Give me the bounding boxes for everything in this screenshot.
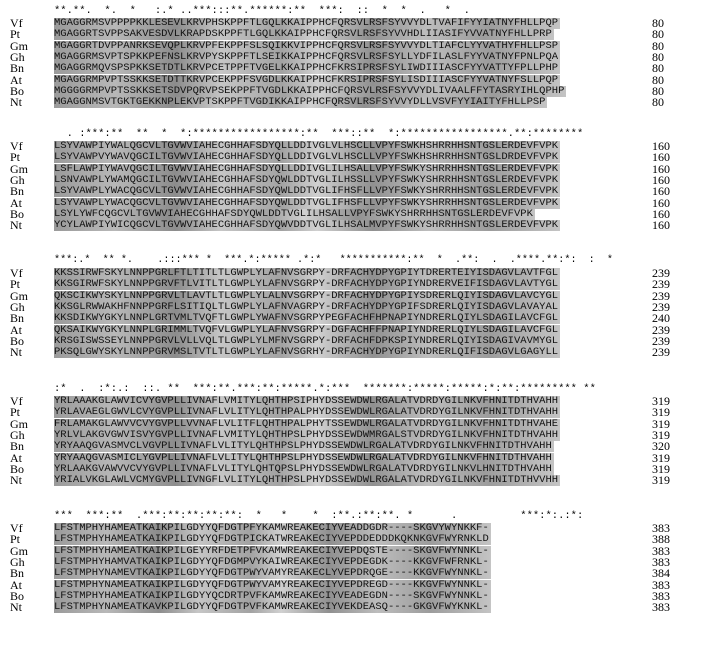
alignment-row (0, 29, 710, 40)
residue-position: 319 (652, 427, 670, 442)
species-label: Gh (10, 299, 25, 314)
species-label: Bn (10, 566, 25, 581)
sequence-text: MGAGGRMSVPTSPKKPEFNSLKRVPYSKPPFTLSEIKKAIPPHCFQRSVLRSFSYLLYDFILASLFYYVATNYFPNLPQA (54, 51, 559, 63)
species-label: Gh (10, 172, 25, 187)
residue-position: 384 (652, 566, 670, 581)
species-label: Vf (10, 521, 23, 535)
alignment-row (0, 333, 710, 348)
alignment-row (0, 172, 710, 187)
sequence-text: LSYLYWFCQGCVLTGVWVIAHECGHHAFSDYQWLDDTVGLILHSALLVPYFSWKYSHRRHHSNTGSLERDEVFVPK (54, 208, 533, 220)
residue-position: 160 (652, 161, 670, 176)
conservation-line: **.**. *. * :.* ..***:::**.******:** ***: :: * * . * . (54, 5, 470, 17)
residue-position: 319 (652, 461, 670, 476)
species-label: Bn (10, 61, 25, 76)
alignment-row (0, 83, 710, 98)
residue-position: 319 (652, 394, 670, 408)
species-label: Gh (10, 554, 25, 569)
species-label: Bn (10, 311, 25, 326)
species-label: Bo (10, 588, 25, 603)
sequence-text: YRYAAQGVASMVCLVGVPLLIVNAFLVLITYLQHTHPSLPHYDSSEWDWLRGALATVDRDYGILNKVFHNITDTHVAHH (54, 441, 552, 453)
sequence-text: LSFLAWPIYWAVQGCILTGVWVIAHECGHHAFSDYQLLDDIVGLILHSALLVPYFSWKYSHRRHHSNTGSLERDEVFVPK (54, 163, 559, 175)
alignment-row (0, 18, 710, 29)
sequence-text: MGAGGRTDVPPANRKSEVQPLKRVPFEKPPFSLSQIKKVIPPHCFQRSVLRSFSYVVYDLTIAFCLYYVATHYFHLLPSP (54, 40, 559, 52)
alignment-row (0, 534, 710, 545)
conservation-line: :* . :*:.: ::. ** ***:**.***:**:*****.*:*** *******:*****:*****:*:**:********* ** (54, 383, 596, 395)
alignment-row (0, 279, 710, 290)
species-label: Nt (10, 473, 22, 488)
alignment-row (0, 602, 710, 613)
residue-position: 239 (652, 266, 670, 280)
residue-position: 383 (652, 543, 670, 558)
species-label: Nt (10, 345, 22, 360)
alignment-row (0, 461, 710, 476)
species-label: At (10, 577, 22, 592)
residue-position: 239 (652, 277, 670, 292)
alignment-row (0, 206, 710, 221)
alignment-row (0, 141, 710, 152)
species-label: Vf (10, 394, 23, 408)
residue-position: 383 (652, 588, 670, 603)
alignment-row (0, 543, 710, 558)
alignment-row (0, 577, 710, 592)
species-label: Bo (10, 461, 25, 476)
sequence-text: LFSTMPHYNAMEATKAVKPILGDYYQFDGTPVFKAMWREAKECIYVEKDEASQ----GKGVFWYKNKL- (54, 602, 489, 614)
alignment-row (0, 347, 710, 358)
alignment-row (0, 427, 710, 442)
residue-position: 319 (652, 405, 670, 420)
sequence-text: LFSTMPHYHAMEATKAIKPILGEYYRFDETPFVKAMWREAKECIYVEPDQSTE----SKGVFWYNNKL- (54, 545, 489, 557)
alignment-row (0, 523, 710, 534)
species-label: Bo (10, 333, 25, 348)
sequence-text: KRSGISWSSEYLNNPPGRVLVLLVQLTLGWPLYLMFNVSGRPY-DRFACHFDPKSPIYNDRERLQIYISDAGIVAVMYGL (54, 335, 559, 347)
residue-position: 239 (652, 345, 670, 360)
species-label: Vf (10, 139, 23, 153)
alignment-row (0, 299, 710, 314)
alignment-row (0, 152, 710, 163)
sequence-text: KKSDIKWYGKYLNNPLGRTVMLTVQFTLGWPLYWAFNVSGRPYPEGFACHFHPNAPIYNDRERLQIYLSDAGILAVCFGL (54, 313, 559, 325)
sequence-text: LFSTMPHYNAMEVTKAIKPILGDYYQFDGTPWYVAMYREAKECLYVEPDRQGE----KKGVFWYNNKL- (54, 568, 489, 580)
residue-position: 319 (652, 473, 670, 488)
residue-position: 80 (652, 27, 664, 42)
sequence-text: LFSTMPHYHAMEATKAIKPILGDYYQFDGTPICKATWREAKECIYVEPDDEDDDKQKNKGVFWYRNKLD (54, 534, 489, 546)
species-label: Gm (10, 288, 28, 303)
species-label: At (10, 195, 22, 210)
residue-position: 160 (652, 139, 670, 153)
residue-position: 80 (652, 49, 664, 64)
alignment-row (0, 38, 710, 53)
sequence-text: KKSGIRWFSKYLNNPPGRVFTLVITLTLGWPLYLAFNVSGRPY-DRFACHYDPYGPIYNDRERVEIFISDAGVLAVTYGL (54, 279, 559, 291)
alignment-row (0, 161, 710, 176)
residue-position: 383 (652, 554, 670, 569)
sequence-text: LFSTMPHYHAMVATKAIKPILGDYYQFDGMPVYKAIWREAKECIYVEPDEGDK----KKGVFWFRNKL- (54, 556, 489, 568)
species-label: Bn (10, 184, 25, 199)
alignment-row (0, 288, 710, 303)
sequence-text: LFSTMPHYHAMEATKAIKPILGDYYQFDGTPFYKAMWREAKECIYVEADDGDR----SKGVYWYNKKF- (54, 523, 489, 534)
sequence-text: YRLAAKGVAWVVCVYGVPLLIVNAFLVLITYLQHTQPSLPHYDSSEWDWLRGALATVDRDYGILNKVLHNITDTHVAHH (54, 463, 552, 475)
residue-position: 160 (652, 172, 670, 187)
residue-position: 383 (652, 600, 670, 615)
sequence-text: LSYVAWPIYWALQGCVLTGVWVIAHECGHHAFSDYQLLDDIVGLVLHSCLLVPYFSWKHSHRRHHSNTGSLERDEVFVPK (54, 141, 559, 152)
sequence-text: KKSSIRWFSKYLNNPPGRLFTLTITLTLGWPLYLAFNVSGRPY-DRFACHYDPYGPIYTDRERTEIYISDAGVLAVTFGL (54, 268, 559, 279)
alignment-row (0, 72, 710, 87)
sequence-text: MGAGGRTSVPPSAKVESDVLKRAPDSKPPFTLGQLKKAIPPHCFQRSVLRSFSYVVHDLIIASIFYVVATNYFHLLPRP (54, 29, 552, 41)
species-label: Nt (10, 95, 22, 110)
species-label: Vf (10, 266, 23, 280)
alignment-row (0, 220, 710, 231)
sequence-text: MGAGGRMQVSPSPKKSETDTLKRVPCETPPFTVGELKKAIPPHCFKRSIPRSFSYLIWDIIIASCFYYVATTYFPLLPHP (54, 63, 559, 75)
species-label: Gm (10, 416, 28, 431)
residue-position: 160 (652, 150, 670, 165)
alignment-row (0, 554, 710, 569)
species-label: Pt (10, 405, 21, 420)
residue-position: 383 (652, 577, 670, 592)
species-label: Vf (10, 16, 23, 30)
alignment-row (0, 450, 710, 465)
residue-position: 80 (652, 72, 664, 87)
alignment-row (0, 195, 710, 210)
sequence-text: YRLAVAEGLGWVLCVYGVPLLIVNAFLVLITYLQHTHPALPHYDSSEWDWLRGALATVDRDYGILNKVFHNITDTHVAHH (54, 407, 559, 419)
species-label: Bn (10, 439, 25, 454)
species-label: Bo (10, 83, 25, 98)
residue-position: 80 (652, 95, 664, 110)
sequence-text: LSYVAWPLYWACQGCVLTGVWVIAHECGHHAFSDYQWLDDTVGLIFHSFLLVPYFSWKYSHRRHHSNTGSLERDEVFVPK (54, 197, 559, 209)
sequence-text: MGAGGRMPVPTSSKKSETDTTKRVPCEKPPFSVGDLKKAIPPHCFKRSIPRSFSYLISDIIIASCFYYVATNYFSLLPQP (54, 74, 559, 86)
alignment-row (0, 407, 710, 418)
alignment-row (0, 97, 710, 108)
residue-position: 320 (652, 439, 670, 454)
residue-position: 160 (652, 218, 670, 233)
residue-position: 319 (652, 416, 670, 431)
species-label: Pt (10, 27, 21, 42)
residue-position: 319 (652, 450, 670, 465)
alignment-row (0, 396, 710, 407)
species-label: At (10, 322, 22, 337)
conservation-line: *** ***:** .***:**:**:**:**: * * * :**.:**:**. * . ***:*:.:*: (54, 510, 584, 522)
sequence-text: MGAGGRMSVPPPPKKLESEVLKRVPHSKPPFTLGQLKKAIPPHCFQRSVLRSFSYVVYDLTVAFIFYYIATNYFHLLPQP (54, 18, 559, 29)
conservation-line: ***:.* ** *. .:::*** * ***.*:***** .*:* ***********:** * .**: . .****.**:*: : * (54, 255, 613, 266)
species-label: Gm (10, 161, 28, 176)
sequence-text: QKSAIKWYGKYLNNPLGRIMMLTVQFVLGWPLYLAFNVSGRPY-DGFACHFFPNAPIYNDRERLQIYLSDAGILAVCFGL (54, 324, 559, 336)
species-label: At (10, 72, 22, 87)
alignment-row (0, 475, 710, 486)
sequence-text: YRLVLAKGVGWVISVYGVPLLIVNAFLVMITYLQHTHPSLPHYDSSEWDWMRGALSTVDRDYGILNKVFHNITDTHVAHH (54, 429, 559, 441)
residue-position: 160 (652, 206, 670, 221)
species-label: Nt (10, 600, 22, 615)
conservation-line: . :***:** ** * *:*****************:** ***::** *:*****************.**:******** (54, 128, 584, 140)
residue-position: 80 (652, 16, 664, 30)
residue-position: 160 (652, 184, 670, 199)
sequence-text: LSYVAWPVYWAVQGCILTGVWVIAHECGHHAFSDYQLLDDIVGLVLHSCLLVPYFSWKHSHRRHHSNTGSLDRDEVFVPK (54, 152, 559, 164)
residue-position: 239 (652, 288, 670, 303)
sequence-text: YRLAAAKGLAWVICVYGVPLLIVNAFLVMITYLQHTHPSIPHYDSSEWDWLRGALATVDRDYGILNKVFHNITDTHVAHH (54, 396, 559, 407)
species-label: Gh (10, 49, 25, 64)
residue-position: 160 (652, 195, 670, 210)
alignment-row (0, 186, 710, 197)
sequence-text: MGGGGRMPVPTSSKKSETSDVPQRVPSEKPPFTVGDLKKAIPPHCFQRSVLRSFSYVVYDLIVAALFFYTASRYIHLQPHP (54, 85, 565, 97)
sequence-text: LFSTMPHYHAMEATKAIKPILGDYYQCDRTPVFKAMWREAKECIYVEADEGDN----SKGVFWYNNKL- (54, 590, 489, 602)
residue-position: 80 (652, 61, 664, 76)
species-label: Gm (10, 543, 28, 558)
sequence-text: FRLAMAKGLAWVVCVYGVPLLVVNAFLVLITFLQHTHPALPHYTSSEWDWLRGALATVDRDYGILNKVFHNITDTHVAHE (54, 418, 559, 430)
species-label: At (10, 450, 22, 465)
sequence-text: YRIALVKGLAWLVCMYGVPLLIVNGFLVLITYLQHTHPSLPHYDSSEWDWLRGALATVDRDYGILNKVFHNITDTHVVHH (54, 475, 559, 487)
residue-position: 388 (652, 532, 670, 547)
alignment-row (0, 313, 710, 324)
sequence-text: PKSQLGWYSKYLNNPPGRVMSLTVTLTLGWPLYLAFNVSGRHY-DRFACHYDPYGPIYNDRERLQIFISDAGVLGAGYLL (54, 347, 559, 359)
alignment-row (0, 588, 710, 603)
species-label: Bo (10, 206, 25, 221)
alignment-row (0, 416, 710, 431)
residue-position: 239 (652, 333, 670, 348)
alignment-row (0, 441, 710, 452)
alignment-row (0, 49, 710, 64)
sequence-text: LFSTMPHYNAMEATKAIKPILGDYYQFDGTPWYVAMYREAKECIYVEPDREGD----KKGVFWYNNKL- (54, 579, 489, 591)
alignment-row (0, 268, 710, 279)
alignment-row (0, 568, 710, 579)
residue-position: 240 (652, 311, 670, 326)
alignment-row (0, 322, 710, 337)
residue-position: 80 (652, 83, 664, 98)
species-label: Pt (10, 150, 21, 165)
alignment-row (0, 63, 710, 74)
sequence-text: YCYLAWPIYWICQGCVLTGVWVIAHECGHHAFSDYQWVDDTVGLILHSALMVPYFSWKYSHRRHHSNTGSLERDEVFVPK (54, 220, 559, 232)
sequence-text: KKSGLRWWAKHFNNPPGRFLSITIQLTLGWPLYLAFNVAGRPY-DRFACHYDPYGPIFSDRERLQIYISDAGVLAVAYAL (54, 301, 559, 313)
sequence-text: YRYAAQGVASMICLYGVPLLIVNAFLVLITYLQHTHPSLPHYDSSEWDWLRGALATVDRDYGILNKVFHNITDTHVAHH (54, 452, 552, 464)
residue-position: 80 (652, 38, 664, 53)
species-label: Pt (10, 532, 21, 547)
species-label: Nt (10, 218, 22, 233)
residue-position: 239 (652, 322, 670, 337)
residue-position: 383 (652, 521, 670, 535)
residue-position: 239 (652, 299, 670, 314)
species-label: Pt (10, 277, 21, 292)
sequence-text: LSYVAWPLYWACQGCVLTGVWVIAHECGHHAFSDYQWLDDTVGLIFHSFLLVPYFSWKYSHRRHHSNTGSLERDEVFVPK (54, 186, 559, 198)
species-label: Gh (10, 427, 25, 442)
sequence-text: LSNVAWPLYWAMQGCILTGVWVIAHECGHHAFSDYQWLDDTVGLILHSSLLVPYFSWKYSHRRHHSNTGSLERDEVFVPK (54, 174, 559, 186)
species-label: Gm (10, 38, 28, 53)
sequence-text: MGAGGNMSVTGKTGEKKNPLEKVPTSKPPFTVGDIKKAIPPHCFQRSVLRSFSYVVYDLLVSVFYYIAITYFHLLPSP (54, 97, 546, 109)
sequence-text: QKSCIKWYSKYLNNPPGRVLTLAVTLTLGWPLYLALNVSGRPY-DRFACHYDPYGPIYSDRERLQIYISDAGVLAVCYGL (54, 290, 559, 302)
